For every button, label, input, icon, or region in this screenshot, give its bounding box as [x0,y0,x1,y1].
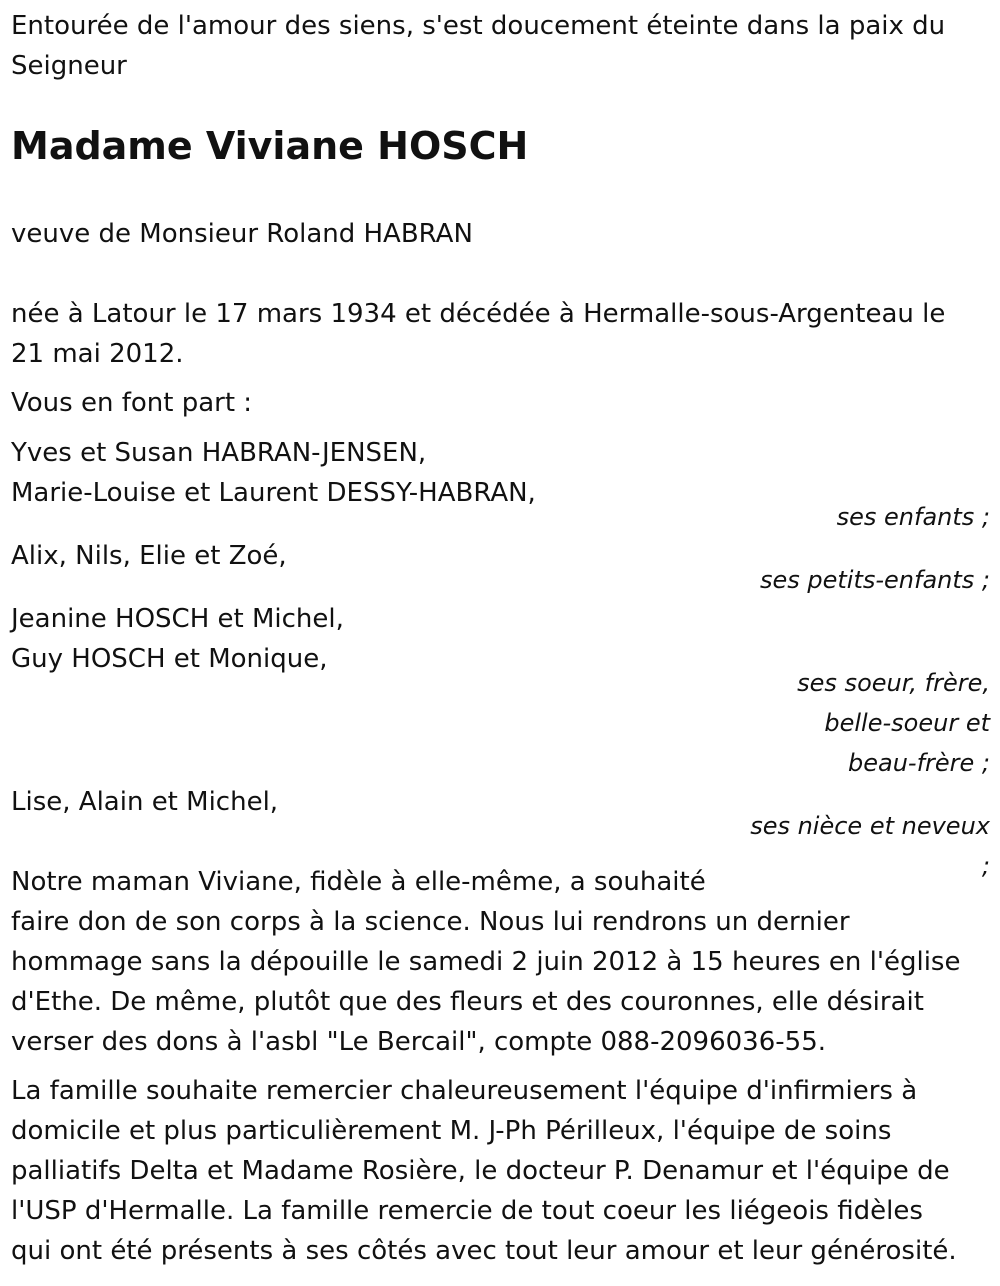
message-line: faire don de son corps à la science. Nous lui rendrons un dernier [11,907,850,937]
relation-label: ses enfants ; [836,503,990,531]
message-line: d'Ethe. De même, plutôt que des fleurs et des couronnes, elle désirait [11,987,924,1017]
family-name-line: Jeanine HOSCH et Michel, [11,604,344,634]
family-name-line: Yves et Susan HABRAN-JENSEN, [11,438,427,468]
intro-line-1: Entourée de l'amour des siens, s'est doucement éteinte dans la paix du [11,11,946,41]
family-name-line: Alix, Nils, Elie et Zoé, [11,541,287,571]
relation-label: beau-frère ; [847,749,990,777]
thanks-line: domicile et plus particulièrement M. J-Ph Périlleux, l'équipe de soins [11,1116,892,1146]
thanks-line: qui ont été présents à ses côtés avec tout leur amour et leur générosité. [11,1236,957,1266]
birth-line-1: née à Latour le 17 mars 1934 et décédée à Hermalle-sous-Argenteau le [11,299,946,329]
widow-line: veuve de Monsieur Roland HABRAN [11,219,473,249]
thanks-line: La famille souhaite remercier chaleureusement l'équipe d'infirmiers à [11,1076,918,1106]
thanks-line: palliatifs Delta et Madame Rosière, le docteur P. Denamur et l'équipe de [11,1156,950,1186]
message-line: verser des dons à l'asbl "Le Bercail", compte 088-2096036-55. [11,1027,827,1057]
intro-line-2: Seigneur [11,51,127,81]
relation-label: ; [981,852,990,880]
relation-label: ses nièce et neveux [750,812,990,840]
thanks-line: l'USP d'Hermalle. La famille remercie de tout coeur les liégeois fidèles [11,1196,923,1226]
message-line: hommage sans la dépouille le samedi 2 juin 2012 à 15 heures en l'église [11,947,961,977]
relation-label: ses soeur, frère, [797,669,990,697]
birth-line-2: 21 mai 2012. [11,339,184,369]
announce-line: Vous en font part : [11,388,253,418]
message-line: Notre maman Viviane, fidèle à elle-même, a souhaité [11,867,706,897]
relation-label: ses petits-enfants ; [759,566,990,594]
family-name-line: Guy HOSCH et Monique, [11,644,328,674]
deceased-name: Madame Viviane HOSCH [11,124,529,168]
relation-label: belle-soeur et [824,709,990,737]
family-name-line: Lise, Alain et Michel, [11,787,279,817]
family-name-line: Marie-Louise et Laurent DESSY-HABRAN, [11,478,536,508]
